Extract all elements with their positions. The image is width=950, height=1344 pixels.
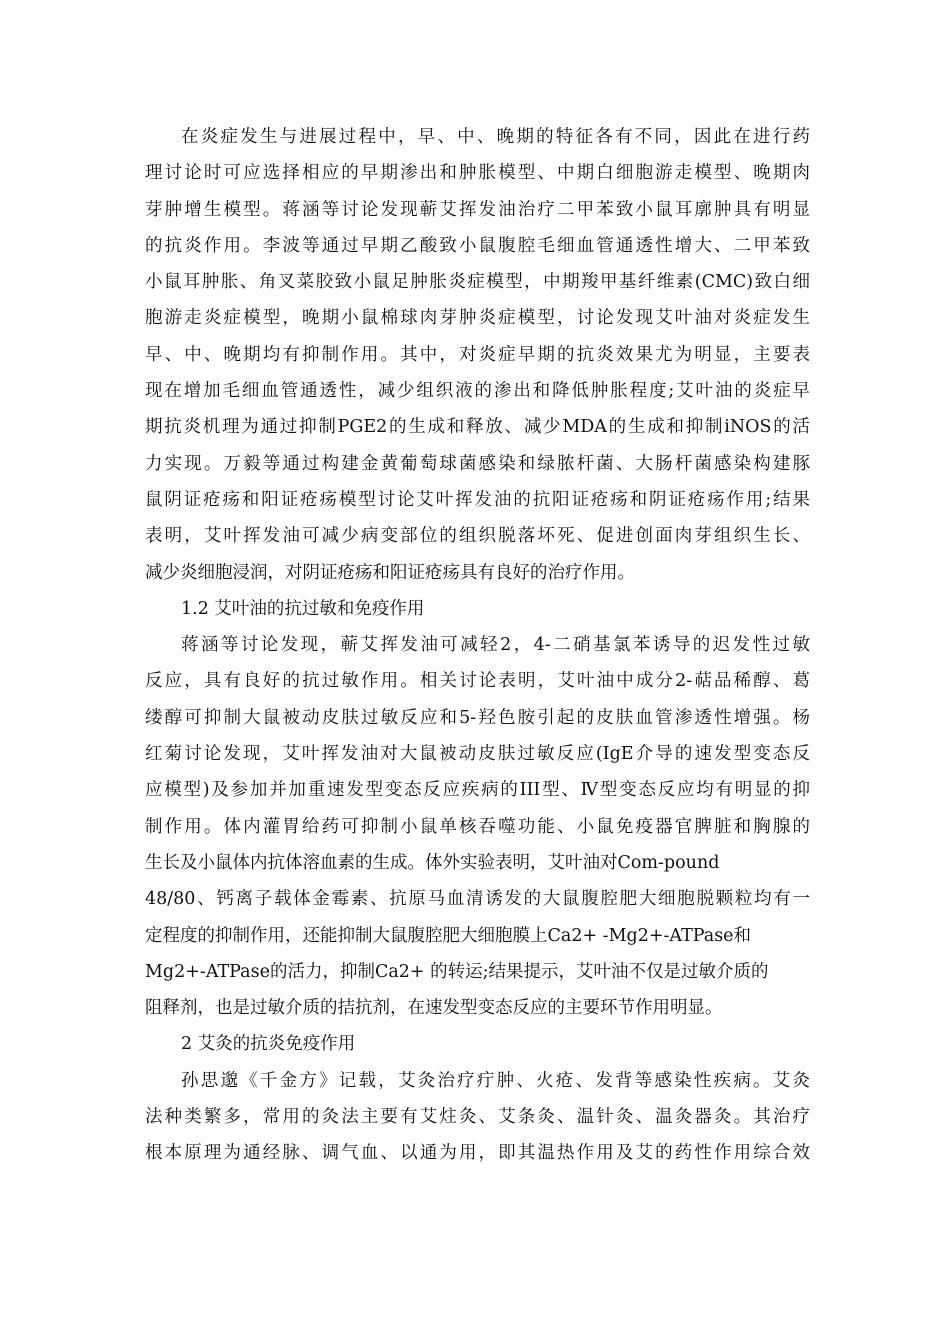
text-line: 在炎症发生与进展过程中，早、中、晚期的特征各有不同，因此在进行药 <box>181 127 810 147</box>
text-line: 应模型)及参加并加重速发型变态反应疾病的III型、Ⅳ型变态反应均有明显的抑 <box>145 780 810 801</box>
text-line: 期抗炎机理为通过抑制PGE2的生成和释放、减少MDA的生成和抑制iNOS的活 <box>145 417 810 438</box>
text-line: 现在增加毛细血管通透性，减少组织液的渗出和降低肿胀程度;艾叶油的炎症早 <box>145 381 810 402</box>
text-line: Mg2+-ATPase的活力，抑制Ca2+ 的转运;结果提示，艾叶油不仅是过敏介质的 <box>145 961 769 982</box>
text-line: 早、中、晚期均有抑制作用。其中，对炎症早期的抗炎效果尤为明显，主要表 <box>145 344 810 365</box>
text-line: 法种类繁多，常用的灸法主要有艾炷灸、艾条灸、温针灸、温灸器灸。其治疗 <box>145 1107 810 1128</box>
text-line: 的抗炎作用。李波等通过早期乙酸致小鼠腹腔毛细血管通透性增大、二甲苯致 <box>145 235 810 256</box>
section-heading-2: 2 艾灸的抗炎免疫作用 <box>181 1034 356 1055</box>
text-line: 生长及小鼠体内抗体溶血素的生成。体外实验表明，艾叶油对Com-pound <box>145 852 720 873</box>
text-line: 表明，艾叶挥发油可减少病变部位的组织脱落坏死、促进创面肉芽组织生长、 <box>145 526 810 547</box>
text-line: 缕醇可抑制大鼠被动皮肤过敏反应和5-羟色胺引起的皮肤血管渗透性增强。杨 <box>145 707 810 728</box>
document-body <box>145 119 810 1172</box>
text-line: 鼠阴证疮疡和阳证疮疡模型讨论艾叶挥发油的抗阳证疮疡和阴证疮疡作用;结果 <box>145 489 810 510</box>
text-line: 阻释剂，也是过敏介质的拮抗剂，在速发型变态反应的主要环节作用明显。 <box>145 998 723 1019</box>
text-line: 理讨论时可应选择相应的早期渗出和肿胀模型、中期白细胞游走模型、晚期肉 <box>145 163 810 184</box>
text-line: 48/80、钙离子载体金霉素、抗原马血清诱发的大鼠腹腔肥大细胞脱颗粒均有一 <box>145 889 810 910</box>
text-line: 蒋涵等讨论发现，蕲艾挥发油可减轻2，4-二硝基氯苯诱导的迟发性过敏 <box>181 635 810 656</box>
text-line: 芽肿增生模型。蒋涵等讨论发现蕲艾挥发油治疗二甲苯致小鼠耳廓肿具有明显 <box>145 199 810 220</box>
text-line: 减少炎细胞浸润，对阴证疮疡和阳证疮疡具有良好的治疗作用。 <box>145 562 635 583</box>
text-line: 力实现。万毅等通过构建金黄葡萄球菌感染和绿脓杆菌、大肠杆菌感染构建豚 <box>145 453 810 474</box>
text-line: 红菊讨论发现，艾叶挥发油对大鼠被动皮肤过敏反应(IgE介导的速发型变态反 <box>145 744 810 765</box>
text-line: 孙思邈《千金方》记载，艾灸治疗疔肿、火疮、发背等感染性疾病。艾灸 <box>181 1070 810 1091</box>
text-line: 定程度的抑制作用，还能抑制大鼠腹腔肥大细胞膜上Ca2+ -Mg2+-ATPase和 <box>145 925 752 946</box>
text-line: 反应，具有良好的抗过敏作用。相关讨论表明，艾叶油中成分2-萜品稀醇、葛 <box>145 671 810 692</box>
text-line: 胞游走炎症模型，晚期小鼠棉球肉芽肿炎症模型，讨论发现艾叶油对炎症发生 <box>145 308 810 329</box>
text-line: 根本原理为通经脉、调气血、以通为用，即其温热作用及艾的药性作用综合效 <box>145 1143 810 1164</box>
text-line: 小鼠耳肿胀、角叉菜胶致小鼠足肿胀炎症模型，中期羧甲基纤维素(CMC)致白细 <box>145 272 810 293</box>
text-line: 制作用。体内灌胃给药可抑制小鼠单核吞噬功能、小鼠免疫器官脾脏和胸腺的 <box>145 816 810 837</box>
section-heading-1-2: 1.2 艾叶油的抗过敏和免疫作用 <box>181 598 425 619</box>
